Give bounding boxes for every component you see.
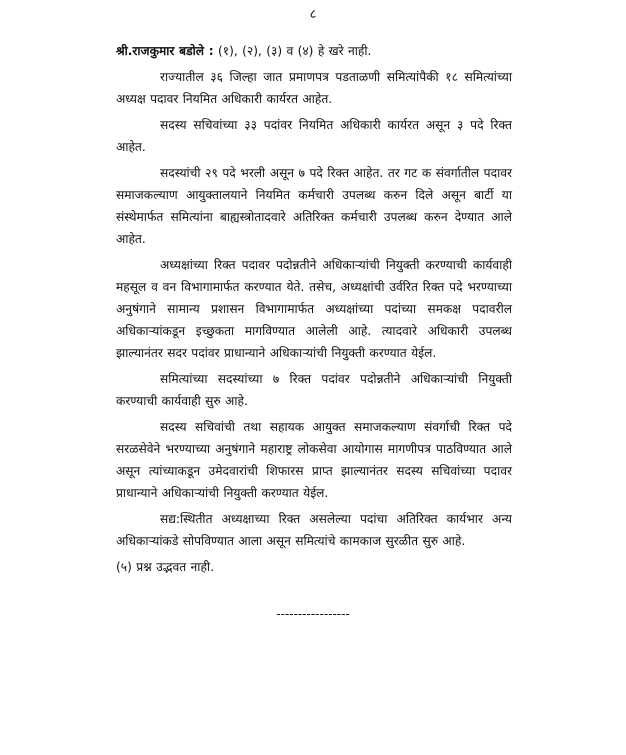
paragraph-mpsc-recruitment: सदस्य सचिवांची तथा सहायक आयुक्त समाजकल्याण संवर्गाची रिक्त पदे सरळसेवेने भरण्याच्या अनुषंगाने महाराष्ट्र लोकसेवा आयोगास मागणीपत्र पाठविण्यात आले असून त्यांच्याकडून उमेदवारांची शिफारस प्राप्त झाल्यानंतर सदस्य सचिवांच्या पदावर प्राधान्याने अधिकाऱ्यांची नियुक्ती करण्यात येईल.: [116, 420, 512, 500]
speaker-name: श्री.राजकुमार बडोले :: [116, 44, 214, 58]
answer-intro: [116, 40, 512, 62]
paragraph-member-promotions: समित्यांच्या सदस्यांच्या ७ रिक्त पदांवर पदोन्नतीने अधिकाऱ्यांची नियुक्ती करण्याची कार्यवाही सुरु आहे.: [116, 372, 512, 408]
answer-intro-text: (१), (२), (३) व (४) हे खरे नाही.: [213, 44, 372, 58]
page-number: ८: [309, 7, 317, 22]
answer-body: [116, 40, 512, 582]
final-point: (५) प्रश्न उद्भवत नाही.: [116, 560, 214, 574]
paragraph-members: सदस्यांची २९ पदे भरली असून ७ पदे रिक्त आहेत. तर गट क संवर्गातील पदावर समाजकल्याण आयुक्तालयाने नियमित कर्मचारी उपलब्ध करुन दिले असून बार्टी या संस्थेमार्फत समित्यांना बाह्यस्त्रोतादवारे अतिरिक्त कर्मचारी उपलब्ध करुन देण्यात आले आहेत.: [116, 166, 512, 246]
end-divider: -----------------: [276, 607, 350, 621]
paragraph-chair-appointments: अध्यक्षांच्या रिक्त पदावर पदोन्नतीने अधिकाऱ्यांची नियुक्ती करण्याची कार्यवाही महसूल व वन विभागामार्फत करण्यात येते. तसेच, अध्यक्षांची उर्वरित रिक्त पदे भरण्याच्या अनुषंगाने सामान्य प्रशासन विभागामार्फत अध्यक्षांच्या पदांच्या समकक्ष पदावरील अधिकाऱ्यांकडून इच्छुकता मागविण्यात आलेली आहे. त्यादवारे अधिकारी उपलब्ध झाल्यानंतर सदर पदांवर प्राधान्याने अधिकाऱ्यांची नियुक्ती करण्यात येईल.: [116, 258, 512, 360]
paragraph-additional-charge: सद्य:स्थितीत अध्यक्षाच्या रिक्त असलेल्या पदांचा अतिरिक्त कार्यभार अन्य अधिकाऱ्यांकडे सोपविण्यात आला असून समित्यांचे कामकाज सुरळीत सुरु आहे.: [116, 512, 512, 548]
paragraph-member-secretaries: सदस्य सचिवांच्या ३३ पदांवर नियमित अधिकारी कार्यरत असून ३ पदे रिक्त आहेत.: [116, 118, 512, 154]
paragraph-chairpersons: राज्यातील ३६ जिल्हा जात प्रमाणपत्र पडताळणी समित्यांपैकी १८ समित्यांच्या अध्यक्ष पदावर नियमित अधिकारी कार्यरत आहेत.: [116, 70, 512, 106]
